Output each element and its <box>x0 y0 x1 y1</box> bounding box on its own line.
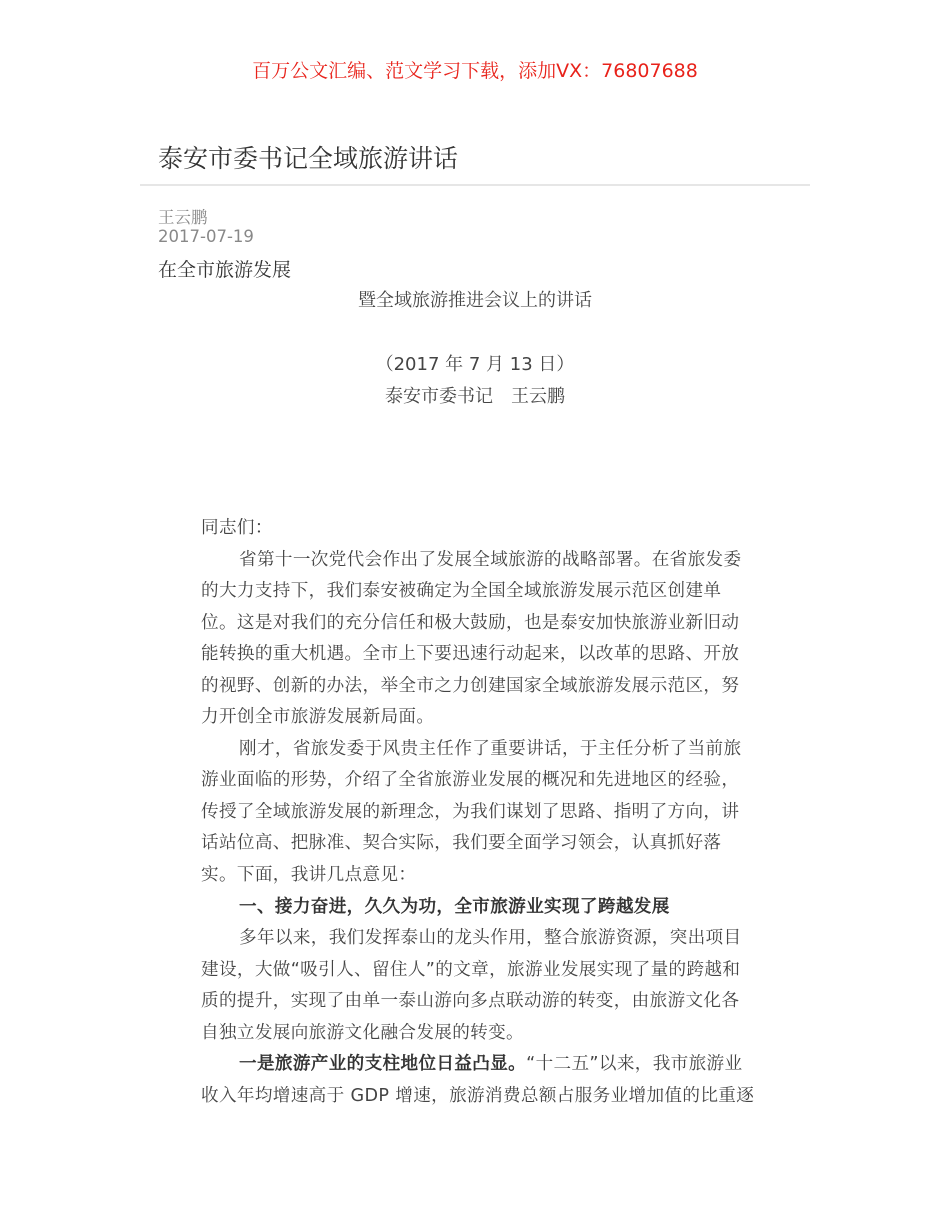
body-line <box>201 926 761 958</box>
body-line <box>201 895 761 927</box>
title-divider <box>140 184 810 186</box>
speech-body <box>201 516 761 1115</box>
bold-heading: 一是旅游产业的支柱地位日益凸显。 <box>239 1054 527 1075</box>
body-text: 质的提升，实现了由单一泰山游向多点联动游的转变，由旅游文化各 <box>201 991 740 1012</box>
body-text: 游业面临的形势，介绍了全省旅游业发展的概况和先进地区的经验， <box>201 770 740 791</box>
body-text: 传授了全域旅游发展的新理念，为我们谋划了思路、指明了方向，讲 <box>201 801 740 822</box>
body-line <box>201 768 761 800</box>
body-text: 建设，大做“吸引人、留住人”的文章，旅游业发展实现了量的跨越和 <box>201 959 741 980</box>
article-date: 2017-07-19 <box>158 227 254 246</box>
body-text: 同志们： <box>201 518 273 538</box>
speech-heading-line2: 暨全域旅游推进会议上的讲话 <box>358 290 592 311</box>
body-text: “十二五”以来，我市旅游业 <box>526 1054 743 1075</box>
body-text: 自独立发展向旅游文化融合发展的转变。 <box>201 1022 524 1043</box>
speech-heading-line1: 在全市旅游发展 <box>158 259 292 281</box>
body-line <box>201 516 761 548</box>
body-text: 收入年均增速高于 GDP 增速，旅游消费总额占服务业增加值的比重逐 <box>201 1085 755 1106</box>
body-line <box>201 737 761 769</box>
body-text: 多年以来，我们发挥泰山的龙头作用，整合旅游资源，突出项目 <box>239 928 742 949</box>
speech-date: （2017 年 7 月 13 日） <box>375 354 575 375</box>
body-text: 位。这是对我们的充分信任和极大鼓励，也是泰安加快旅游业新旧动 <box>201 612 740 633</box>
body-text: 的视野、创新的办法，举全市之力创建国家全域旅游发展示范区，努 <box>201 675 740 696</box>
article-author: 王云鹏 <box>158 208 208 227</box>
body-line <box>201 1052 761 1084</box>
body-text: 刚才，省旅发委于风贵主任作了重要讲话，于主任分析了当前旅 <box>239 738 742 759</box>
body-text: 实。下面，我讲几点意见： <box>201 865 417 886</box>
article-title: 泰安市委书记全域旅游讲话 <box>158 144 459 173</box>
body-line <box>201 642 761 674</box>
speaker: 泰安市委书记 王云鹏 <box>385 386 565 407</box>
body-text: 话站位高、把脉准、契合实际，我们要全面学习领会，认真抓好落 <box>201 833 722 854</box>
body-line <box>201 1084 761 1116</box>
body-line <box>201 705 761 737</box>
body-line <box>201 989 761 1021</box>
body-line <box>201 611 761 643</box>
body-text: 的大力支持下，我们泰安被确定为全国全域旅游发展示范区创建单 <box>201 581 722 602</box>
body-line <box>201 800 761 832</box>
body-text: 省第十一次党代会作出了发展全域旅游的战略部署。在省旅发委 <box>239 549 742 570</box>
body-line <box>201 863 761 895</box>
body-line <box>201 831 761 863</box>
body-line <box>201 1021 761 1053</box>
body-text: 能转换的重大机遇。全市上下要迅速行动起来，以改革的思路、开放 <box>201 644 740 665</box>
body-line <box>201 958 761 990</box>
body-text: 力开创全市旅游发展新局面。 <box>201 707 435 728</box>
body-line <box>201 579 761 611</box>
download-banner: 百万公文汇编、范文学习下载，添加VX：76807688 <box>252 60 698 82</box>
body-line <box>201 548 761 580</box>
body-line <box>201 674 761 706</box>
bold-heading: 一、接力奋进，久久为功，全市旅游业实现了跨越发展 <box>239 896 670 917</box>
